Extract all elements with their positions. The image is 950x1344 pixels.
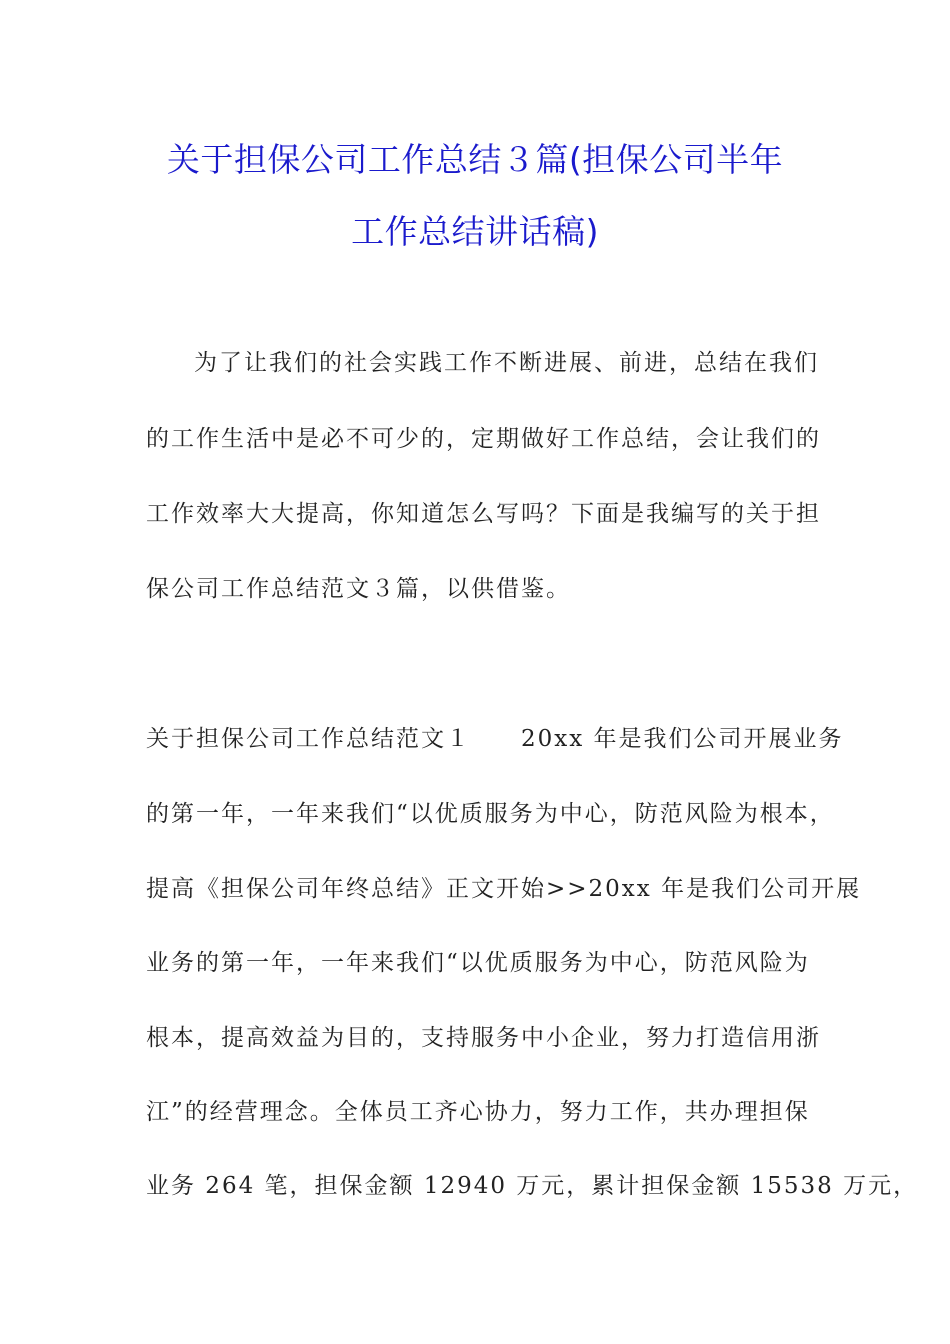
intro-paragraph-line: 的工作生活中是必不可少的，定期做好工作总结，会让我们的	[146, 426, 821, 452]
intro-paragraph-line: 保公司工作总结范文３篇，以供借鉴。	[146, 576, 571, 602]
body-paragraph-line: 的第一年，一年来我们“以优质服务为中心，防范风险为根本，	[146, 801, 835, 827]
body-paragraph-line: 根本，提高效益为目的，支持服务中小企业，努力打造信用浙	[146, 1025, 821, 1051]
body-paragraph-line: 关于担保公司工作总结范文１ 20xx 年是我们公司开展业务	[146, 726, 844, 752]
document-title-line-2: 工作总结讲话稿)	[351, 212, 599, 251]
body-paragraph-line: 业务的第一年，一年来我们“以优质服务为中心，防范风险为	[146, 950, 810, 976]
document-title-line-1: 关于担保公司工作总结３篇(担保公司半年	[166, 140, 784, 179]
body-paragraph-line: 业务 264 笔，担保金额 12940 万元，累计担保金额 15538 万元，	[146, 1173, 919, 1199]
intro-paragraph-line: 为了让我们的社会实践工作不断进展、前进，总结在我们	[194, 350, 819, 376]
body-paragraph-line: 提高《担保公司年终总结》正文开始>>20xx 年是我们公司开展	[146, 876, 862, 902]
body-paragraph-line: 江”的经营理念。全体员工齐心协力，努力工作，共办理担保	[146, 1099, 810, 1125]
intro-paragraph-line: 工作效率大大提高，你知道怎么写吗？下面是我编写的关于担	[146, 501, 821, 527]
